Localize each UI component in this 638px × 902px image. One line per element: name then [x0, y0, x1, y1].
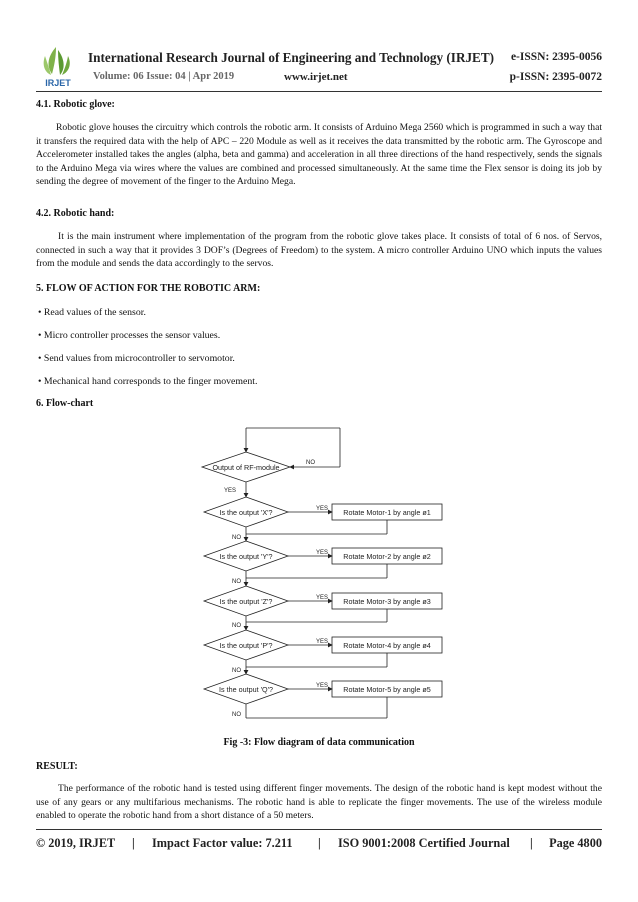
start-yes-label: YES — [224, 488, 237, 494]
bullet-item: • Mechanical hand corresponds to the finger movement. — [38, 376, 258, 387]
footer-copyright: © 2019, IRJET — [36, 836, 116, 850]
result-heading: RESULT: — [36, 761, 78, 772]
yes-label: YES — [316, 506, 329, 512]
decision-label: Is the output 'Z'? — [219, 597, 273, 606]
svg-text:IRJET: IRJET — [45, 78, 71, 88]
start-no-label: NO — [306, 460, 315, 466]
decision-label: Is the output 'P'? — [219, 641, 273, 650]
yes-label: YES — [316, 639, 329, 645]
action-label: Rotate Motor-4 by angle ø4 — [343, 641, 431, 650]
decision-label: Is the output 'Q'? — [219, 685, 273, 694]
section-4-1-text: Robotic glove houses the circuitry which controls the robotic arm. It consists of Arduino Mega 2560 which is programmed in such a way that it transfers the required data with the help of APC – 220 Module as well as it receives the data transmitted by the robotic arm. The Gyroscope and Accelerometer installed takes the angles (alpha, beta and gamma) and acceleration in all three directions of the hand respectively, sends the signals to the Arduino Mega via wires where the values are combined and processed simultaneously. At the same time the Flex sensor is doing its job by sending the degree of movement of the finger to the Arduino Mega. — [36, 122, 602, 188]
figure-caption: Fig -3: Flow diagram of data communication — [223, 737, 415, 748]
section-4-1-heading: 4.1. Robotic glove: — [36, 99, 115, 110]
result-text: The performance of the robotic hand is tested using different finger movements. The design of the robotic hand is kept modest without the use of any gears or any multifarious mechanisms. The robotic hand is able to replicate the finger movements. The use of the wireless module enabled to operate the robotic hand from a short distance of a 50 meters. — [36, 783, 602, 822]
volume-issue: Volume: 06 Issue: 04 | Apr 2019 — [93, 71, 235, 82]
journal-title: International Research Journal of Engineering and Technology (IRJET) — [88, 50, 495, 65]
footer-divider — [36, 829, 602, 830]
no-label: NO — [232, 623, 241, 629]
footer-separator: | — [530, 836, 533, 850]
no-label: NO — [232, 535, 241, 541]
footer-iso: ISO 9001:2008 Certified Journal — [338, 836, 510, 850]
pissn: p-ISSN: 2395-0072 — [509, 71, 602, 83]
yes-label: YES — [316, 550, 329, 556]
action-label: Rotate Motor-3 by angle ø3 — [343, 597, 431, 606]
section-4-2-text: It is the main instrument where implementation of the program from the robotic glove takes place. It consists of total of 6 nos. of Servos, connected in such a way that it provides 3 DOF’s (Degrees of Freedom) to the system. A micro controller Arduino UNO which inputs the values from the module and sends the data accordingly to the servos. — [36, 231, 602, 270]
section-6-heading: 6. Flow-chart — [36, 398, 94, 409]
footer-page-number: Page 4800 — [549, 836, 602, 850]
action-label: Rotate Motor-1 by angle ø1 — [343, 508, 431, 517]
footer-separator: | — [318, 836, 321, 850]
journal-website-link[interactable]: www.irjet.net — [284, 71, 348, 83]
bullet-item: • Read values of the sensor. — [38, 307, 146, 318]
bullet-item: • Send values from microcontroller to servomotor. — [38, 353, 235, 364]
yes-label: YES — [316, 595, 329, 601]
section-4-2-heading: 4.2. Robotic hand: — [36, 208, 115, 219]
no-label: NO — [232, 712, 241, 718]
eissn: e-ISSN: 2395-0056 — [510, 51, 602, 63]
action-label: Rotate Motor-5 by angle ø5 — [343, 685, 431, 694]
bullet-item: • Micro controller processes the sensor values. — [38, 330, 221, 341]
footer-separator: | — [132, 836, 135, 850]
decision-label: Is the output 'X'? — [219, 508, 273, 517]
action-label: Rotate Motor-2 by angle ø2 — [343, 552, 431, 561]
decision-label: Is the output 'Y'? — [219, 552, 273, 561]
yes-label: YES — [316, 683, 329, 689]
no-label: NO — [232, 668, 241, 674]
no-label: NO — [232, 579, 241, 585]
start-node-label: Output of RF-module — [212, 463, 280, 472]
section-5-heading: 5. FLOW OF ACTION FOR THE ROBOTIC ARM: — [36, 283, 261, 294]
footer-impact-factor: Impact Factor value: 7.211 — [152, 836, 293, 850]
